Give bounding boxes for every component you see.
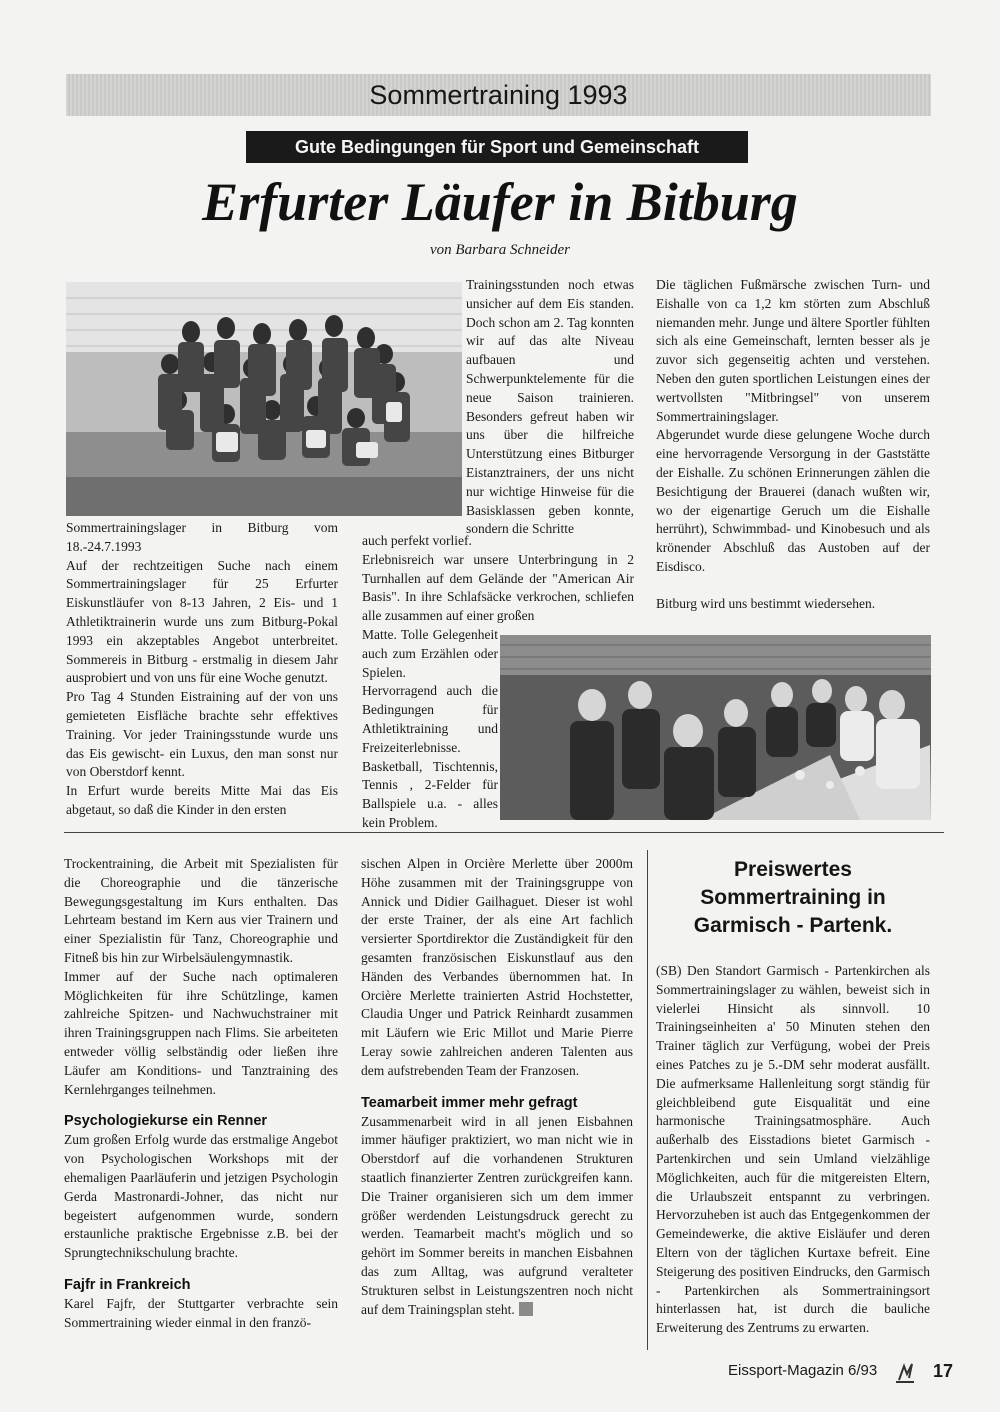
dining-photo xyxy=(500,635,931,820)
column-2-top xyxy=(466,276,634,539)
lower-column-2 xyxy=(361,855,633,1319)
paragraph: (SB) Den Standort Garmisch - Partenkirchen als Sommertrainingslager zu wählen, beweist sich in vielerlei Hinsicht als sinnvoll. 10 Trainingseinheiten a' 50 Minuten stehen den Trainer täglich zur Verfügung, wobei der Preis eines Patches zu je 5.-DM sehr moderat ausfällt. Die aufmerksame Hallenleitung sorgt ständig für gleichbleibend gute Eisqualität und eine harmonische Trainingsatmosphäre. Auch außerhalb des Eisstadions bietet Garmisch - Partenkirchen und sein Umland vielzählige Möglichkeiten, auch für die mitgereisten Eltern, die Urlaubszeit entspannt zu verbringen. Hervorzuheben ist auch das Entgegenkommen der Gemeindewerke, die aktive Eisläufer und deren Eltern von der täglichen Kurtaxe befreit. Eine Steigerung des positiven Eindrucks, den Garmisch - Partenkirchen als Sommertrainingsort hinterlassen hat, ist durch die bauliche Erweiterung des Zentrums zu erwarten. xyxy=(656,963,930,1336)
closing-line: Bitburg wird uns bestimmt wiedersehen. xyxy=(656,595,876,611)
column-2-bottom xyxy=(362,626,498,833)
section-divider xyxy=(64,832,944,833)
sidebar-heading: Preiswertes Sommertraining in Garmisch - Partenk. xyxy=(693,858,893,937)
paragraph: Trainingsstunden noch etwas unsicher auf dem Eis standen. Doch schon am 2. Tag konnten wir auf das alte Niveau aufbauen und Schwerpunktelemente für die neue Saison trainieren. Besonders gefreut haben wir uns über die hilfreiche Unterstützung eines Bitburger Eistanztrainers, der uns nicht nur wichtige Hinweise für die Basisklassen geben konnte, sondern die Schritte xyxy=(466,277,634,537)
paragraph: Zum großen Erfolg wurde das erstmalige Angebot von Psychologischen Workshops mit der ehemaligen Paarläuferin und jetzigen Psychologin Gerda Mastronardi-Johner, das nicht nur begeistert aufgenommen wurde, sondern erstaunliche praktische Ergebnisse z.B. bei der Sprungtechnikschulung brachte. xyxy=(64,1132,338,1261)
paragraph: Trockentraining, die Arbeit mit Spezialisten für die Choreographie und die tänzerische Bewegungsgestaltung im Kurs enthalten. Das Lehrteam bestand im Kern aus vier Trainern und einer Spezialistin für Tanz, Choreographie und Fitneß bis hin zur Wirbelsäulengymnastik. xyxy=(64,856,338,965)
subheading-bar: Gute Bedingungen für Sport und Gemeinschaft xyxy=(246,131,748,163)
photo-caption-and-column-1 xyxy=(66,519,338,820)
paragraph: sischen Alpen in Orcière Merlette über 2000m Höhe zusammen mit der Trainingsgruppe von Annick und Didier Gailhaguet. Dieser ist wohl der erste Trainer, der als eine Art fachlich versierter Sportdirektor die Zuständigkeit für den gesamten französischen Eiskunstlauf aus den Händen des Verbandes übernommen hat. In Orcière Merlette trainierten Astrid Hochstetter, Claudia Unger und Patrick Reinhardt zusammen mit Läufern wie Eric Millot und Marie Pierre Leray sowie zahlreichen anderen Talenten aus dem aufstrebenden Team der Franzosen. xyxy=(361,856,633,1078)
byline: von Barbara Schneider xyxy=(430,242,570,258)
skater-logo-icon xyxy=(892,1360,918,1384)
paragraph-text: Zusammenarbeit wird in all jenen Eisbahnen immer häufiger praktiziert, wo man nicht wie in Oberstdorf auf die vorhandenen Strukturen staatlich finanzierter Zentren zurückgreifen kann. Die Trainer organisieren sich um dem immer größer werdenden Leistungsdruck gerecht zu werden. Teamarbeit macht's möglich und so gehört im Sommer bereits in manchen Eisbahnen das zum Alltag, was aufgrund veralteter Strukturen selbst in Leistungszentren noch nicht auf dem Trainingsplan steht. xyxy=(361,1113,633,1317)
paragraph: Pro Tag 4 Stunden Eistraining auf der von uns gemieteten Eisfläche brachte sehr effektives Training. Vor jeder Trainingsstunde wurde uns das Eis gewischt- ein Luxus, den man sonst nur von Oberstdorf kennt. xyxy=(66,689,338,780)
paragraph: Immer auf der Suche nach optimaleren Möglichkeiten für ihre Schützlinge, kamen zahlreiche Spitzen- und Nachwuchstrainer mit ihren Trainingsgruppen nach Flims. Sie arbeiteten entweder völlig selbständig oder ließen ihre Läufer am Konditions- und Tanztraining des Kernlehrganges teilnehmen. xyxy=(64,968,338,1097)
paragraph: Erlebnisreich war unsere Unterbringung in 2 Turnhallen auf dem Gelände der "American Air Basis". In ihre Schlafsäcke verkrochen, schliefen alle zusammen auf einer großen xyxy=(362,551,634,624)
paragraph: Abgerundet wurde diese gelungene Woche durch eine hervorragende Versorgung in der Gaststätte der Eishalle. Zu schönen Erinnerungen zählen die Besichtigung der Brauerei (danach wußten wir, wo der eigenartige Geruch um die Eishalle herrührt), Schwimmbad- und Kinobesuch und als krönender Abschluß das Austoben auf der Eisdisco. xyxy=(656,427,930,574)
paragraph: Hervorragend auch die Bedingungen für Athletiktraining und Freizeiterlebnisse. Basketball, Tischtennis, Tennis , 2-Felder für Ballspiele u.a. - alles kein Problem. xyxy=(362,683,498,830)
paragraph: Auf der rechtzeitigen Suche nach einem Sommertrainingslager für 25 Erfurter Eiskunstläufer von 8-13 Jahren, 2 Eis- und 1 Athletiktrainerin wurde uns zum Bitburg-Pokal 1993 ein akzeptables Angebot unterbreitet. Sommereis in Bitburg - erstmalig in diesem Jahr ausprobiert und von uns für eine Woche genutzt. xyxy=(66,557,338,686)
photo-caption: Sommertrainingslager in Bitburg vom 18.-24.7.1993 xyxy=(66,520,338,554)
page-number: 17 xyxy=(933,1361,954,1381)
column-2-mid xyxy=(362,532,634,626)
group-photo xyxy=(66,282,462,516)
page-footer xyxy=(728,1358,958,1384)
section-banner: Sommertraining 1993 xyxy=(66,74,931,116)
article-headline: Erfurter Läufer in Bitburg xyxy=(202,172,798,232)
magazine-name: Eissport-Magazin 6/93 xyxy=(728,1362,878,1379)
paragraph: In Erfurt wurde bereits Mitte Mai das Eis abgetaut, so daß die Kinder in den ersten xyxy=(66,783,338,817)
paragraph: auch perfekt vorlief. xyxy=(362,533,472,548)
paragraph: Die täglichen Fußmärsche zwischen Turn- und Eishalle von ca 1,2 km störten zum Abschluß niemanden mehr. Junge und ältere Sportler fühlten sich als eine Gemeinschaft, lernten besser als je zuvor sich gegenseitig achten und verstehen. Neben den guten sportlichen Leistungen eines der wertvollsten "Mitbringsel" von unserem Sommertrainingslager. xyxy=(656,277,930,424)
paragraph: Karel Fajfr, der Stuttgarter verbrachte sein Sommertraining wieder einmal in den franzö- xyxy=(64,1295,338,1330)
column-3 xyxy=(656,276,930,614)
subheading-psychologiekurse: Psychologiekurse ein Renner xyxy=(64,1113,268,1130)
paragraph: Matte. Tolle Gelegenheit auch zum Erzählen oder Spielen. xyxy=(362,627,498,680)
subheading-fajfr: Fajfr in Frankreich xyxy=(64,1276,191,1293)
end-mark-icon xyxy=(519,1302,533,1316)
subheading-teamarbeit: Teamarbeit immer mehr gefragt xyxy=(361,1094,578,1111)
column-divider xyxy=(647,850,648,1350)
sidebar-text xyxy=(656,962,930,1338)
lower-column-1 xyxy=(64,855,338,1333)
paragraph xyxy=(361,1113,633,1320)
